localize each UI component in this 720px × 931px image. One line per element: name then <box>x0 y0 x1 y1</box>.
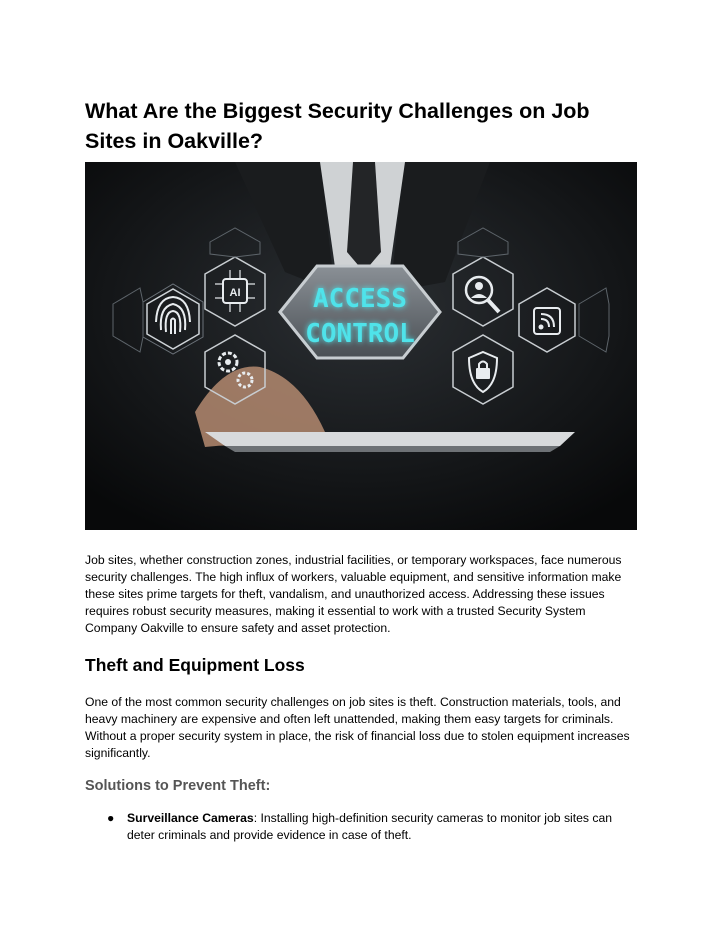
bullet: ● <box>107 811 115 825</box>
svg-text:ACCESS: ACCESS <box>313 284 407 314</box>
list-item-term: Surveillance Cameras <box>127 811 254 825</box>
access-control-image <box>85 162 637 530</box>
svg-text:CONTROL: CONTROL <box>305 319 415 349</box>
theft-paragraph: One of the most common security challenges on job sites is theft. Construction materials, tools, and heavy machinery are expensive and often left unattended, making them easy targets for criminals. Without a proper security system in place, the risk of financial loss due to stolen equipment increases significantly. <box>85 695 630 760</box>
list-item <box>85 810 637 844</box>
svg-text:AI: AI <box>229 287 241 299</box>
solutions-list <box>85 810 637 844</box>
list-item-text: : Installing high-definition security cameras to monitor job sites can deter criminals and provide evidence in case of theft. <box>127 811 613 842</box>
access-control-hex <box>280 266 440 358</box>
page-title: What Are the Biggest Security Challenges on Job Sites in Oakville? <box>85 99 590 153</box>
section-heading: Theft and Equipment Loss <box>85 655 305 675</box>
solutions-heading: Solutions to Prevent Theft: <box>85 778 271 794</box>
intro-paragraph: Job sites, whether construction zones, industrial facilities, or temporary workspaces, face numerous security challenges. The high influx of workers, valuable equipment, and sensitive information make these sites prime targets for theft, vandalism, and unauthorized access. Addressing these issues requires robust security measures, making it essential to work with a trusted Security System Company Oakville to ensure safety and asset protection. <box>85 553 622 635</box>
